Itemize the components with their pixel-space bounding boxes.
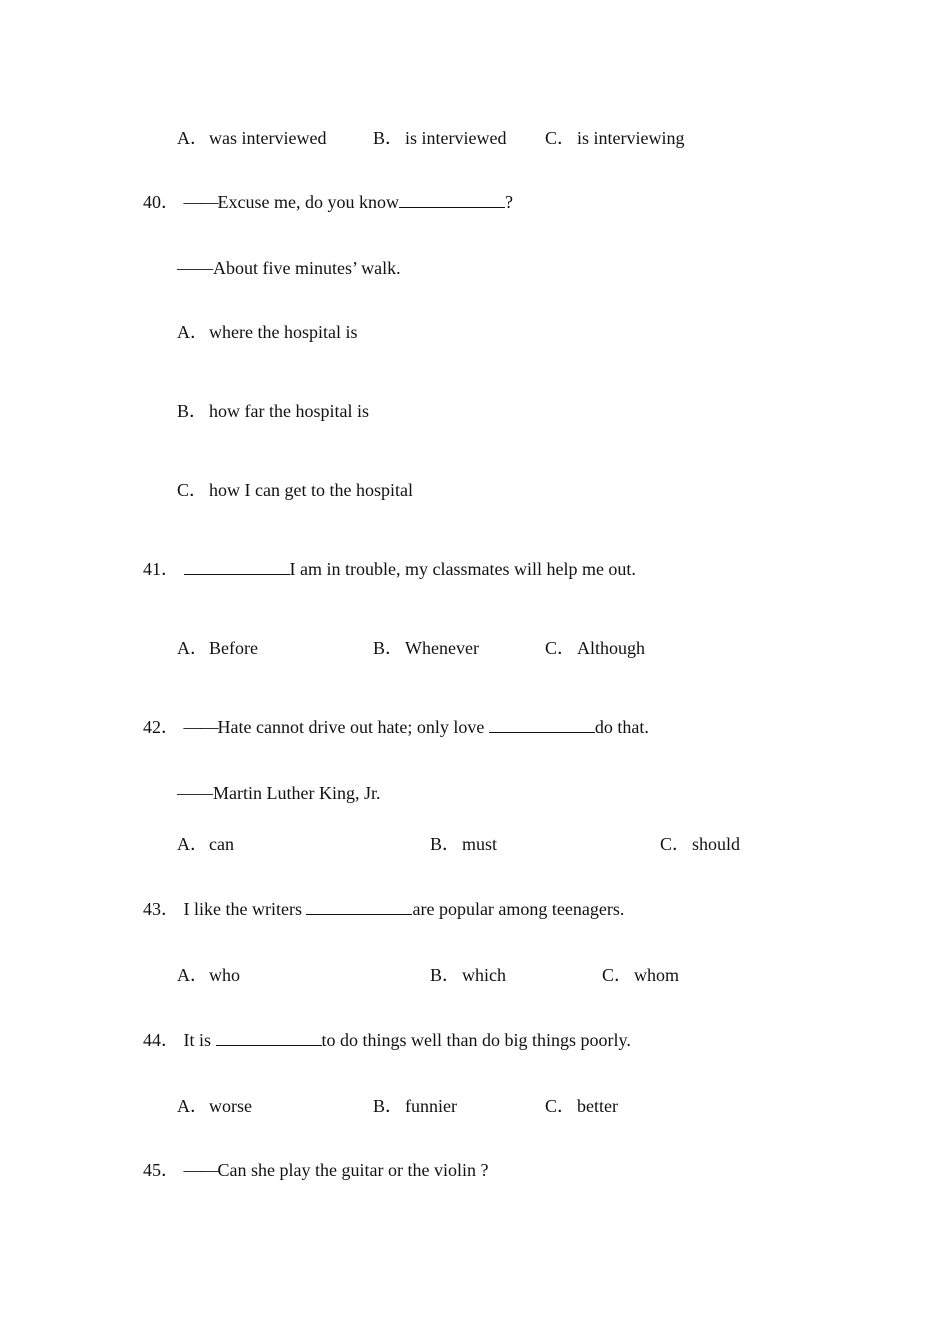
option-text: how far the hospital is [209, 401, 369, 421]
question-text: Hate cannot drive out hate; only love [217, 717, 489, 737]
option-text: Although [577, 638, 646, 658]
q42-option-c [660, 833, 740, 855]
q42-option-a [177, 833, 234, 855]
q43-option-c [602, 964, 679, 986]
option-letter: A． [177, 1096, 208, 1116]
option-letter: B． [373, 638, 404, 658]
option-text: funnier [405, 1096, 457, 1116]
q43-option-b [430, 964, 506, 986]
answer-blank [306, 899, 412, 915]
option-text: worse [209, 1096, 252, 1116]
q44-option-a [177, 1095, 252, 1117]
question-43 [143, 898, 624, 920]
question-text-end: to do things well than do big things poorly. [321, 1030, 631, 1050]
option-letter: B． [430, 965, 461, 985]
question-number: 44． [143, 1030, 179, 1050]
option-text: which [462, 965, 506, 985]
option-letter: B． [177, 401, 208, 421]
q39-option-a [177, 127, 326, 149]
option-letter: C． [545, 638, 576, 658]
question-number: 45． [143, 1160, 179, 1180]
question-text-end: ? [504, 192, 513, 212]
question-text: I like the writers [183, 899, 307, 919]
question-text-end: are popular among teenagers. [412, 899, 625, 919]
option-letter: C． [602, 965, 633, 985]
q41-option-a [177, 637, 258, 659]
option-letter: C． [177, 480, 208, 500]
option-text: how I can get to the hospital [209, 480, 413, 500]
q42-option-b [430, 833, 497, 855]
question-number: 40． [143, 192, 179, 212]
q44-option-c [545, 1095, 618, 1117]
q41-option-b [373, 637, 479, 659]
option-text: who [209, 965, 240, 985]
question-42-attribution: ——Martin Luther King, Jr. [177, 783, 381, 803]
question-40 [143, 191, 513, 213]
option-text: must [462, 834, 498, 854]
q41-option-c [545, 637, 645, 659]
answer-blank [184, 559, 290, 575]
option-letter: A． [177, 128, 208, 148]
option-letter: B． [373, 128, 404, 148]
q39-option-b [373, 127, 506, 149]
q40-option-b [177, 400, 369, 422]
answer-blank [399, 192, 505, 208]
dialogue-dash: —— [183, 1160, 218, 1180]
answer-blank [216, 1030, 322, 1046]
question-42 [143, 716, 649, 738]
option-text: was interviewed [209, 128, 327, 148]
option-text: can [209, 834, 234, 854]
option-letter: B． [373, 1096, 404, 1116]
q40-option-c [177, 479, 413, 501]
option-letter: B． [430, 834, 461, 854]
q40-option-a [177, 321, 357, 343]
answer-blank [489, 717, 595, 733]
dialogue-dash: —— [183, 717, 218, 737]
question-text: I am in trouble, my classmates will help me out. [289, 559, 636, 579]
option-text: Before [209, 638, 258, 658]
question-40-reply: ——About five minutes’ walk. [177, 258, 401, 278]
q39-option-c [545, 127, 684, 149]
option-text: better [577, 1096, 618, 1116]
option-text: should [692, 834, 741, 854]
question-44 [143, 1029, 631, 1051]
question-text-end: do that. [594, 717, 649, 737]
option-letter: C． [660, 834, 691, 854]
question-text: It is [183, 1030, 216, 1050]
question-45 [143, 1159, 488, 1181]
option-letter: C． [545, 128, 576, 148]
option-text: is interviewing [577, 128, 685, 148]
question-number: 43． [143, 899, 179, 919]
option-text: where the hospital is [209, 322, 358, 342]
option-letter: C． [545, 1096, 576, 1116]
question-number: 42． [143, 717, 179, 737]
q43-option-a [177, 964, 240, 986]
option-letter: A． [177, 322, 208, 342]
option-text: Whenever [405, 638, 479, 658]
dialogue-dash: —— [183, 192, 218, 212]
q44-option-b [373, 1095, 457, 1117]
option-letter: A． [177, 638, 208, 658]
option-letter: A． [177, 965, 208, 985]
question-text: Can she play the guitar or the violin ? [217, 1160, 489, 1180]
question-number: 41． [143, 559, 179, 579]
option-text: is interviewed [405, 128, 507, 148]
option-text: whom [634, 965, 679, 985]
question-41 [143, 558, 636, 580]
question-text: Excuse me, do you know [217, 192, 399, 212]
option-letter: A． [177, 834, 208, 854]
